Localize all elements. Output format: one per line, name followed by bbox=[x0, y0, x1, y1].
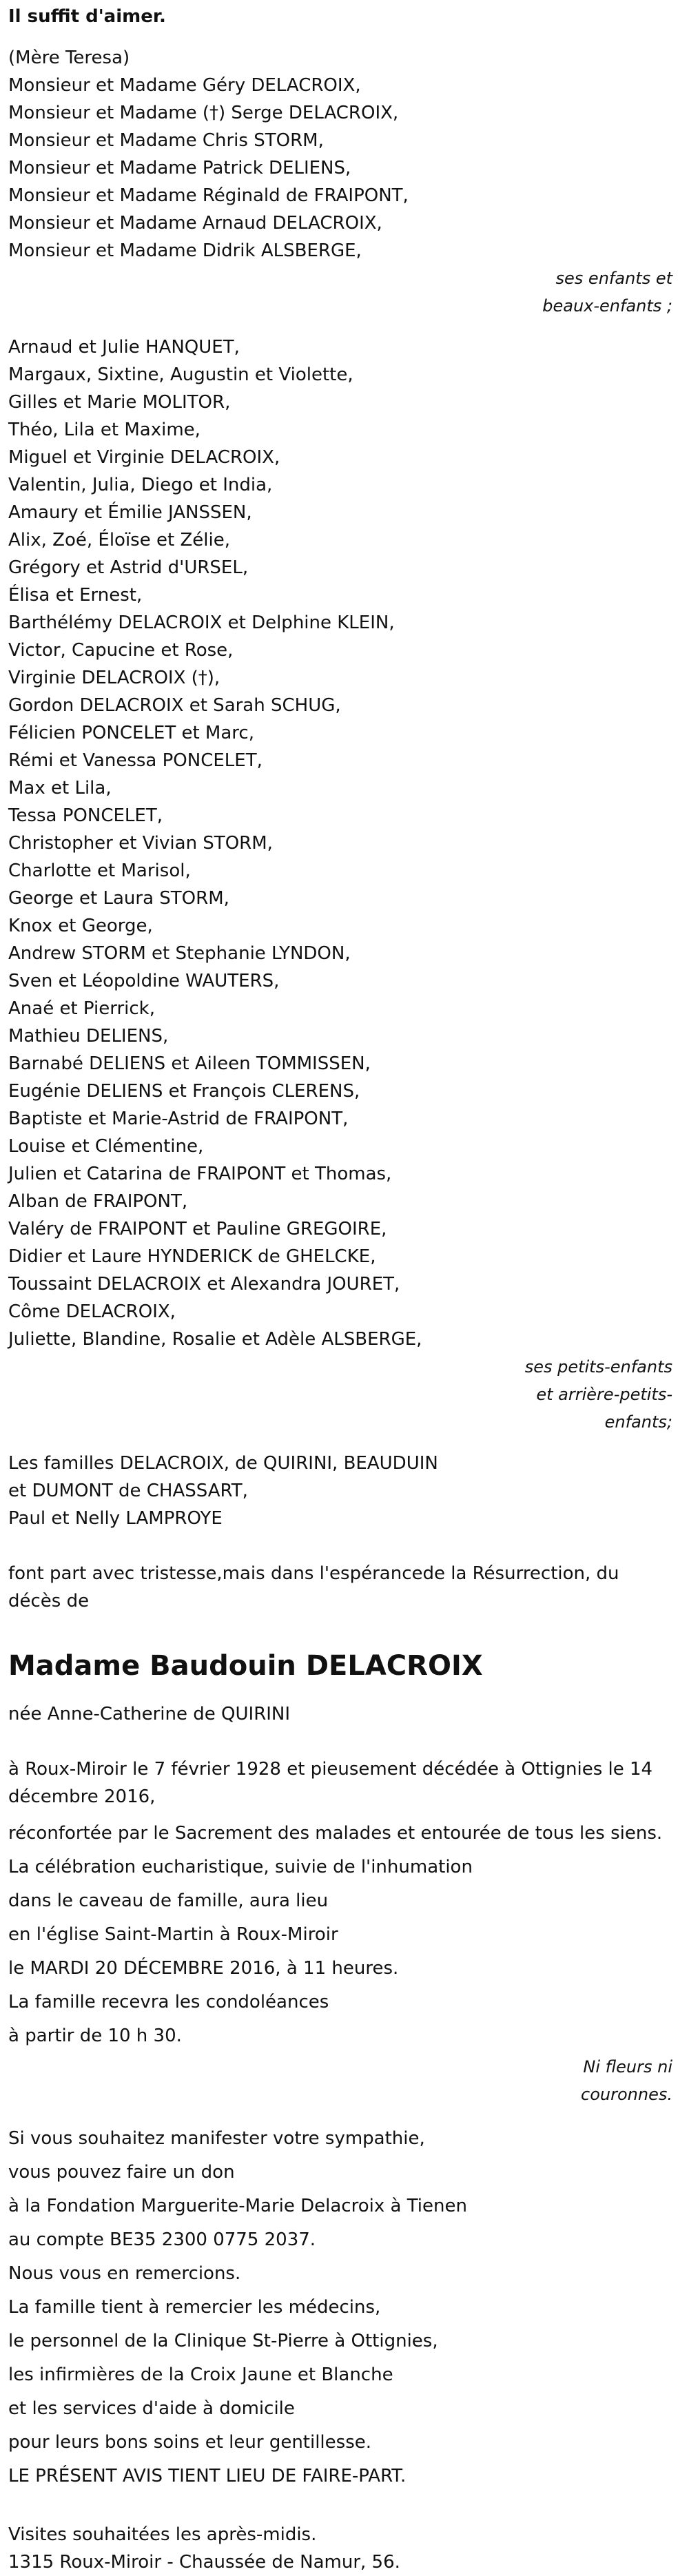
list-item: Baptiste et Marie-Astrid de FRAIPONT, bbox=[8, 1109, 349, 1129]
birth-name: née Anne-Catherine de QUIRINI bbox=[8, 1704, 291, 1724]
list-item: Sven et Léopoldine WAUTERS, bbox=[8, 971, 280, 991]
list-item: Barnabé DELIENS et Aileen TOMMISSEN, bbox=[8, 1053, 371, 1074]
list-item: Andrew STORM et Stephanie LYNDON, bbox=[8, 943, 351, 964]
list-item: George et Laura STORM, bbox=[8, 888, 229, 909]
list-item: Toussaint DELACROIX et Alexandra JOURET, bbox=[8, 1274, 400, 1295]
list-item: Max et Lila, bbox=[8, 778, 112, 798]
flowers-note bbox=[8, 2053, 672, 2108]
deceased-name: Madame Baudouin DELACROIX bbox=[8, 1650, 483, 1682]
funeral-details bbox=[8, 1755, 672, 2053]
detail-line: La célébration eucharistique, suivie de l'inhumation bbox=[8, 1857, 473, 1877]
list-item: Charlotte et Marisol, bbox=[8, 861, 191, 881]
detail-line: à Roux-Miroir le 7 février 1928 et pieusement décédée à Ottignies le 14 décembre 2016, bbox=[8, 1759, 653, 1807]
list-item: Monsieur et Madame Réginald de FRAIPONT, bbox=[8, 185, 409, 206]
children-list bbox=[8, 72, 672, 265]
list-item: Monsieur et Madame Patrick DELIENS, bbox=[8, 158, 351, 178]
donation-line: le personnel de la Clinique St-Pierre à Ottignies, bbox=[8, 2331, 438, 2351]
donation-line: Nous vous en remercions. bbox=[8, 2263, 241, 2284]
donation-line: vous pouvez faire un don bbox=[8, 2162, 235, 2183]
list-item: Monsieur et Madame Chris STORM, bbox=[8, 130, 324, 151]
list-item: Victor, Capucine et Rose, bbox=[8, 640, 234, 661]
list-item: Virginie DELACROIX (†), bbox=[8, 668, 220, 688]
donation-section bbox=[8, 2122, 672, 2493]
grandchildren-label-line: enfants; bbox=[604, 1412, 672, 1432]
list-item: Félicien PONCELET et Marc, bbox=[8, 723, 254, 743]
motto: Il suffit d'aimer. bbox=[8, 6, 166, 27]
detail-line: réconfortée par le Sacrement des malades et entourée de tous les siens. bbox=[8, 1823, 663, 1844]
list-item: Alban de FRAIPONT, bbox=[8, 1191, 188, 1212]
list-item: Anaé et Pierrick, bbox=[8, 998, 156, 1019]
flowers-note-line: couronnes. bbox=[581, 2085, 672, 2104]
detail-line: à partir de 10 h 30. bbox=[8, 2026, 182, 2046]
list-item: Rémi et Vanessa PONCELET, bbox=[8, 750, 263, 771]
list-item: Didier et Laure HYNDERICK de GHELCKE, bbox=[8, 1246, 376, 1267]
list-item: Knox et George, bbox=[8, 916, 153, 936]
list-item: Les familles DELACROIX, de QUIRINI, BEAUDUIN bbox=[8, 1453, 438, 1474]
detail-line: en l'église Saint-Martin à Roux-Miroir bbox=[8, 1924, 338, 1945]
list-item: Monsieur et Madame (†) Serge DELACROIX, bbox=[8, 103, 399, 123]
list-item: Julien et Catarina de FRAIPONT et Thomas, bbox=[8, 1164, 392, 1184]
detail-line: La famille recevra les condoléances bbox=[8, 1992, 329, 2012]
donation-line: et les services d'aide à domicile bbox=[8, 2398, 295, 2419]
detail-line: dans le caveau de famille, aura lieu bbox=[8, 1890, 329, 1911]
list-item: Valéry de FRAIPONT et Pauline GREGOIRE, bbox=[8, 1219, 387, 1239]
list-item: Amaury et Émilie JANSSEN, bbox=[8, 502, 252, 523]
grandchildren-label-line: et arrière-petits- bbox=[536, 1385, 672, 1404]
list-item: Côme DELACROIX, bbox=[8, 1301, 176, 1322]
donation-line: les infirmières de la Croix Jaune et Blanche bbox=[8, 2364, 393, 2385]
children-label-line: beaux-enfants ; bbox=[542, 296, 672, 316]
list-item: Barthélémy DELACROIX et Delphine KLEIN, bbox=[8, 612, 395, 633]
motto-attribution: (Mère Teresa) bbox=[8, 48, 130, 68]
obituary-page bbox=[0, 3, 689, 2573]
children-label bbox=[8, 265, 672, 320]
list-item: Valentin, Julia, Diego et India, bbox=[8, 475, 273, 495]
list-item: Paul et Nelly LAMPROYE bbox=[8, 1508, 223, 1529]
donation-line: Si vous souhaitez manifester votre sympathie, bbox=[8, 2128, 425, 2149]
donation-line: à la Fondation Marguerite-Marie Delacroix à Tienen bbox=[8, 2196, 467, 2216]
announcement-text: font part avec tristesse,mais dans l'espérancede la Résurrection, du décès de bbox=[8, 1563, 619, 1611]
list-item: Alix, Zoé, Éloïse et Zélie, bbox=[8, 530, 230, 550]
donation-line: pour leurs bons soins et leur gentillesse. bbox=[8, 2432, 372, 2453]
list-item: Miguel et Virginie DELACROIX, bbox=[8, 447, 280, 468]
list-item: Margaux, Sixtine, Augustin et Violette, bbox=[8, 364, 353, 385]
grandchildren-label bbox=[8, 1353, 672, 1436]
list-item: Arnaud et Julie HANQUET, bbox=[8, 337, 240, 358]
families-list bbox=[8, 1450, 672, 1532]
list-item: Tessa PONCELET, bbox=[8, 805, 163, 826]
list-item: Monsieur et Madame Arnaud DELACROIX, bbox=[8, 213, 382, 234]
flowers-note-line: Ni fleurs ni bbox=[583, 2057, 672, 2077]
list-item: Élisa et Ernest, bbox=[8, 585, 143, 606]
list-item: Monsieur et Madame Géry DELACROIX, bbox=[8, 75, 361, 96]
list-item: et DUMONT de CHASSART, bbox=[8, 1481, 248, 1501]
list-item: Eugénie DELIENS et François CLERENS, bbox=[8, 1081, 360, 1102]
list-item: Mathieu DELIENS, bbox=[8, 1026, 169, 1047]
grandchildren-label-line: ses petits-enfants bbox=[524, 1357, 672, 1377]
list-item: Monsieur et Madame Didrik ALSBERGE, bbox=[8, 240, 362, 261]
visits-line: Visites souhaitées les après-midis. bbox=[8, 2524, 317, 2545]
list-item: Grégory et Astrid d'URSEL, bbox=[8, 557, 249, 578]
list-item: Juliette, Blandine, Rosalie et Adèle ALSBERGE, bbox=[8, 1329, 422, 1350]
donation-line: au compte BE35 2300 0775 2037. bbox=[8, 2229, 316, 2250]
children-label-line: ses enfants et bbox=[555, 269, 672, 288]
list-item: Théo, Lila et Maxime, bbox=[8, 420, 200, 440]
donation-line: LE PRÉSENT AVIS TIENT LIEU DE FAIRE-PART. bbox=[8, 2466, 407, 2486]
list-item: Gilles et Marie MOLITOR, bbox=[8, 392, 231, 413]
list-item: Christopher et Vivian STORM, bbox=[8, 833, 273, 854]
list-item: Louise et Clémentine, bbox=[8, 1136, 204, 1157]
grandchildren-list bbox=[8, 333, 672, 1353]
address-line: 1315 Roux-Miroir - Chaussée de Namur, 56. bbox=[8, 2552, 400, 2573]
donation-line: La famille tient à remercier les médecins, bbox=[8, 2297, 381, 2318]
list-item: Gordon DELACROIX et Sarah SCHUG, bbox=[8, 695, 341, 716]
detail-line: le MARDI 20 DÉCEMBRE 2016, à 11 heures. bbox=[8, 1958, 399, 1979]
